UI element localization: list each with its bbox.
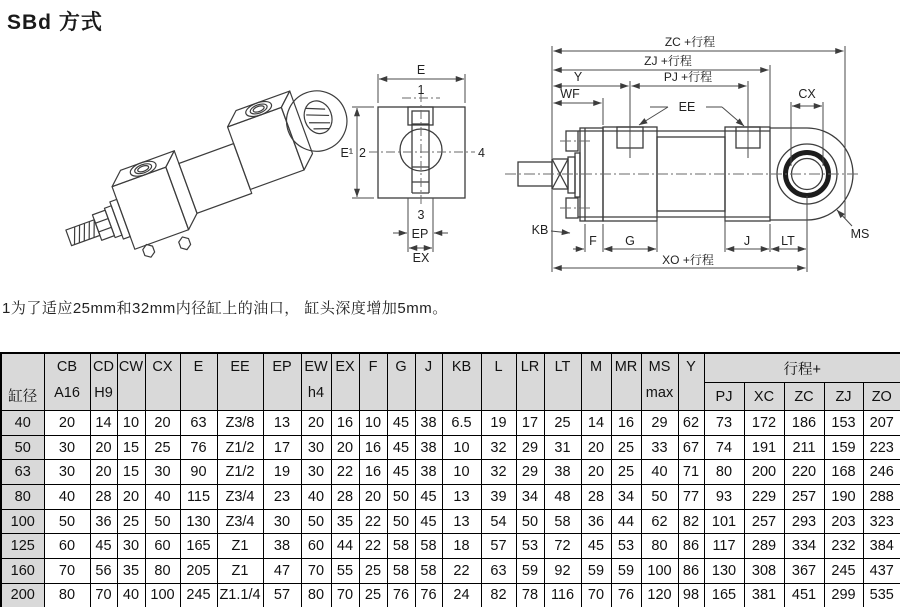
table-cell: 16: [331, 411, 359, 436]
centerline-label-2: 2: [359, 146, 366, 160]
table-cell: 40: [145, 485, 180, 510]
table-cell: 57: [481, 534, 516, 559]
table-cell: 14: [90, 411, 117, 436]
table-cell: 30: [301, 435, 331, 460]
table-cell: 29: [641, 411, 678, 436]
table-cell: 80: [44, 583, 90, 607]
table-cell: 22: [442, 559, 481, 584]
col-header-pj: PJ: [704, 383, 744, 411]
row-bore-label: 160: [1, 559, 44, 584]
table-cell: 25: [359, 583, 387, 607]
table-cell: 63: [180, 411, 217, 436]
table-row: [1, 460, 900, 485]
row-bore-label: 200: [1, 583, 44, 607]
table-cell: Z1: [217, 534, 263, 559]
table-cell: 17: [263, 435, 301, 460]
table-cell: 246: [863, 460, 900, 485]
table-cell: 90: [180, 460, 217, 485]
table-cell: 23: [263, 485, 301, 510]
table-cell: 220: [784, 460, 824, 485]
table-cell: 22: [331, 460, 359, 485]
dim-label-wf: WF: [560, 87, 580, 101]
table-cell: 100: [145, 583, 180, 607]
table-cell: 76: [387, 583, 415, 607]
table-cell: 6.5: [442, 411, 481, 436]
table-row: [1, 583, 900, 607]
row-bore-label: 40: [1, 411, 44, 436]
table-cell: 45: [581, 534, 611, 559]
table-row: [1, 509, 900, 534]
table-cell: 100: [641, 559, 678, 584]
table-cell: 38: [415, 411, 442, 436]
table-cell: 17: [516, 411, 544, 436]
table-cell: 20: [581, 435, 611, 460]
table-cell: Z3/8: [217, 411, 263, 436]
table-cell: 70: [44, 559, 90, 584]
dim-label-e-prime: E¹: [340, 146, 353, 160]
table-cell: 29: [516, 435, 544, 460]
table-cell: 19: [263, 460, 301, 485]
table-cell: 70: [90, 583, 117, 607]
table-cell: 58: [387, 534, 415, 559]
table-cell: 10: [442, 460, 481, 485]
dimension-table: [0, 352, 900, 607]
table-cell: 191: [744, 435, 784, 460]
table-cell: 186: [784, 411, 824, 436]
table-cell: 15: [117, 460, 145, 485]
table-cell: 76: [180, 435, 217, 460]
table-cell: 35: [331, 509, 359, 534]
table-body: [1, 411, 900, 607]
table-cell: 33: [641, 435, 678, 460]
table-cell: 98: [678, 583, 704, 607]
col-header-cx: CX: [145, 353, 180, 411]
table-cell: 25: [611, 460, 641, 485]
dim-label-lt: LT: [781, 234, 795, 248]
table-cell: 76: [611, 583, 641, 607]
table-cell: 25: [544, 411, 581, 436]
dim-label-zj: ZJ +行程: [644, 54, 692, 68]
table-cell: 53: [516, 534, 544, 559]
table-cell: 71: [678, 460, 704, 485]
rod-and-nut: [518, 153, 580, 197]
table-cell: 72: [544, 534, 581, 559]
table-cell: 19: [481, 411, 516, 436]
dim-label-pj: PJ +行程: [663, 70, 713, 84]
table-row: [1, 559, 900, 584]
end-view: [341, 63, 486, 265]
col-header-j: J: [415, 353, 442, 411]
table-cell: 62: [678, 411, 704, 436]
table-cell: 22: [359, 534, 387, 559]
dim-label-zc: ZC +行程: [664, 35, 716, 49]
table-cell: 76: [415, 583, 442, 607]
table-cell: 159: [824, 435, 863, 460]
cylinder-tube: [179, 144, 252, 214]
isometric-cylinder-view: [47, 76, 371, 287]
table-cell: 50: [301, 509, 331, 534]
tie-rod-nut-icon: [141, 243, 155, 259]
table-cell: 34: [516, 485, 544, 510]
table-row: [1, 534, 900, 559]
col-header-cw: CW: [117, 353, 145, 411]
table-cell: 20: [117, 485, 145, 510]
table-cell: 25: [611, 435, 641, 460]
table-cell: 168: [824, 460, 863, 485]
footnote: 1为了适应25mm和32mm内径缸上的油口， 缸头深度增加5mm。: [2, 300, 448, 317]
table-cell: 30: [145, 460, 180, 485]
table-cell: 60: [301, 534, 331, 559]
table-cell: 30: [263, 509, 301, 534]
table-cell: 45: [387, 411, 415, 436]
dim-label-xo: XO +行程: [662, 253, 714, 267]
col-header-mr: MR: [611, 353, 641, 411]
table-cell: 30: [44, 460, 90, 485]
table-cell: 20: [581, 460, 611, 485]
table-cell: 58: [415, 559, 442, 584]
table-cell: 38: [544, 460, 581, 485]
end-view-dimensions: [352, 74, 465, 252]
col-header-zj: ZJ: [824, 383, 863, 411]
table-cell: 60: [145, 534, 180, 559]
table-cell: Z1: [217, 559, 263, 584]
table-cell: 31: [544, 435, 581, 460]
table-cell: Z3/4: [217, 509, 263, 534]
table-cell: 20: [331, 435, 359, 460]
col-header-ee: EE: [217, 353, 263, 411]
dim-label-ex: EX: [412, 251, 430, 265]
table-cell: 535: [863, 583, 900, 607]
table-cell: 205: [180, 559, 217, 584]
col-header-zo: ZO: [863, 383, 900, 411]
col-header-xc: XC: [744, 383, 784, 411]
table-cell: 80: [704, 460, 744, 485]
table-cell: Z1.1/4: [217, 583, 263, 607]
table-cell: 82: [678, 509, 704, 534]
table-cell: 20: [44, 411, 90, 436]
rear-head-block: [223, 91, 316, 189]
table-cell: 80: [145, 559, 180, 584]
table-cell: 59: [611, 559, 641, 584]
table-cell: 47: [263, 559, 301, 584]
centerline-label-1: 1: [417, 83, 425, 97]
table-cell: 211: [784, 435, 824, 460]
table-cell: 25: [117, 509, 145, 534]
table-cell: 77: [678, 485, 704, 510]
table-cell: Z1/2: [217, 460, 263, 485]
col-header-kb: KB: [442, 353, 481, 411]
table-cell: 62: [641, 509, 678, 534]
table-cell: 48: [544, 485, 581, 510]
table-cell: 38: [415, 435, 442, 460]
dim-label-f: F: [589, 234, 597, 248]
table-cell: 13: [263, 411, 301, 436]
table-row: [1, 411, 900, 436]
table-cell: 293: [784, 509, 824, 534]
table-cell: 58: [544, 509, 581, 534]
table-cell: 308: [744, 559, 784, 584]
table-cell: 86: [678, 559, 704, 584]
table-cell: 10: [117, 411, 145, 436]
side-view: [505, 35, 869, 272]
col-header-cd: CD H9: [90, 353, 117, 411]
table-cell: 16: [359, 460, 387, 485]
table-cell: 30: [117, 534, 145, 559]
table-cell: Z3/4: [217, 485, 263, 510]
table-cell: 35: [117, 559, 145, 584]
table-cell: 116: [544, 583, 581, 607]
table-cell: 29: [516, 460, 544, 485]
col-header-ep: EP: [263, 353, 301, 411]
table-cell: 28: [581, 485, 611, 510]
table-cell: 172: [744, 411, 784, 436]
col-header-g: G: [387, 353, 415, 411]
table-cell: 30: [301, 460, 331, 485]
table-cell: 115: [180, 485, 217, 510]
table-cell: 93: [704, 485, 744, 510]
table-cell: 200: [744, 460, 784, 485]
table-cell: 120: [641, 583, 678, 607]
table-cell: 101: [704, 509, 744, 534]
table-cell: 74: [704, 435, 744, 460]
table-cell: 70: [331, 583, 359, 607]
table-cell: 82: [481, 583, 516, 607]
col-header-ew: EW h4: [301, 353, 331, 411]
col-header-zc: ZC: [784, 383, 824, 411]
dim-label-ms: MS: [850, 227, 870, 241]
centerline-label-4: 4: [478, 146, 485, 160]
table-cell: 153: [824, 411, 863, 436]
table-cell: 20: [90, 435, 117, 460]
table-row: [1, 435, 900, 460]
row-bore-label: 100: [1, 509, 44, 534]
table-cell: 80: [301, 583, 331, 607]
table-cell: 78: [516, 583, 544, 607]
table-cell: 55: [331, 559, 359, 584]
row-bore-label: 50: [1, 435, 44, 460]
table-cell: 207: [863, 411, 900, 436]
table-cell: 289: [744, 534, 784, 559]
table-cell: 60: [44, 534, 90, 559]
table-cell: 50: [516, 509, 544, 534]
table-cell: 20: [145, 411, 180, 436]
front-head-block: [108, 151, 208, 267]
table-cell: 451: [784, 583, 824, 607]
table-cell: 165: [704, 583, 744, 607]
table-cell: 30: [44, 435, 90, 460]
table-cell: 18: [442, 534, 481, 559]
dim-label-g: G: [625, 234, 635, 248]
dim-label-e: E: [416, 63, 426, 77]
table-cell: 288: [863, 485, 900, 510]
row-bore-label: 63: [1, 460, 44, 485]
dim-label-kb: KB: [531, 223, 549, 237]
table-cell: 70: [301, 559, 331, 584]
table-cell: 40: [44, 485, 90, 510]
table-cell: 299: [824, 583, 863, 607]
table-cell: 92: [544, 559, 581, 584]
table-cell: 44: [611, 509, 641, 534]
table-cell: 20: [359, 485, 387, 510]
table-cell: 257: [784, 485, 824, 510]
col-header-lr: LR: [516, 353, 544, 411]
table-cell: 45: [90, 534, 117, 559]
table-cell: 40: [301, 485, 331, 510]
table-cell: 38: [415, 460, 442, 485]
table-cell: 38: [263, 534, 301, 559]
table-cell: 50: [641, 485, 678, 510]
table-cell: 44: [331, 534, 359, 559]
table-cell: 28: [90, 485, 117, 510]
centerline-label-3: 3: [417, 208, 425, 222]
col-header-bore: 缸径: [1, 353, 44, 411]
table-cell: 59: [581, 559, 611, 584]
table-cell: 58: [387, 559, 415, 584]
table-cell: 34: [611, 485, 641, 510]
table-cell: 257: [744, 509, 784, 534]
table-cell: 381: [744, 583, 784, 607]
table-cell: 50: [387, 485, 415, 510]
dim-label-ee: EE: [678, 100, 696, 114]
col-header-ms: MS max: [641, 353, 678, 411]
table-cell: 245: [180, 583, 217, 607]
col-header-lt: LT: [544, 353, 581, 411]
table-cell: 323: [863, 509, 900, 534]
table-cell: 437: [863, 559, 900, 584]
table-cell: 36: [581, 509, 611, 534]
row-bore-label: 80: [1, 485, 44, 510]
table-cell: 130: [704, 559, 744, 584]
table-cell: 117: [704, 534, 744, 559]
table-cell: 40: [641, 460, 678, 485]
table-cell: 54: [481, 509, 516, 534]
table-cell: 130: [180, 509, 217, 534]
table-cell: 36: [90, 509, 117, 534]
table-cell: 203: [824, 509, 863, 534]
table-cell: 334: [784, 534, 824, 559]
page-title: SBd 方式: [7, 11, 103, 34]
table-cell: 20: [301, 411, 331, 436]
col-header-e: E: [180, 353, 217, 411]
table-cell: 232: [824, 534, 863, 559]
table-cell: 16: [359, 435, 387, 460]
table-cell: 59: [516, 559, 544, 584]
table-row: [1, 485, 900, 510]
table-cell: 45: [387, 460, 415, 485]
table-cell: 10: [442, 435, 481, 460]
table-cell: 13: [442, 485, 481, 510]
row-bore-label: 125: [1, 534, 44, 559]
col-header-f: F: [359, 353, 387, 411]
table-cell: 63: [481, 559, 516, 584]
table-cell: 229: [744, 485, 784, 510]
col-header-m: M: [581, 353, 611, 411]
table-cell: 39: [481, 485, 516, 510]
table-cell: 80: [641, 534, 678, 559]
table-cell: 15: [117, 435, 145, 460]
col-group-stroke: 行程+: [704, 353, 900, 383]
table-header: [1, 353, 900, 411]
table-cell: 45: [387, 435, 415, 460]
table-cell: 45: [415, 485, 442, 510]
table-cell: Z1/2: [217, 435, 263, 460]
table-cell: 384: [863, 534, 900, 559]
table-cell: 10: [359, 411, 387, 436]
table-cell: 67: [678, 435, 704, 460]
col-header-l: L: [481, 353, 516, 411]
table-cell: 45: [415, 509, 442, 534]
table-cell: 22: [359, 509, 387, 534]
table-cell: 24: [442, 583, 481, 607]
dim-label-ep: EP: [411, 227, 429, 241]
table-cell: 16: [611, 411, 641, 436]
table-cell: 25: [359, 559, 387, 584]
col-header-y: Y: [678, 353, 704, 411]
table-cell: 53: [611, 534, 641, 559]
table-cell: 25: [145, 435, 180, 460]
table-cell: 165: [180, 534, 217, 559]
table-cell: 86: [678, 534, 704, 559]
table-cell: 223: [863, 435, 900, 460]
table-cell: 28: [331, 485, 359, 510]
table-cell: 14: [581, 411, 611, 436]
table-cell: 32: [481, 435, 516, 460]
table-cell: 70: [581, 583, 611, 607]
table-cell: 50: [387, 509, 415, 534]
table-cell: 73: [704, 411, 744, 436]
table-cell: 190: [824, 485, 863, 510]
table-cell: 58: [415, 534, 442, 559]
table-cell: 50: [145, 509, 180, 534]
col-header-cb: CB A16: [44, 353, 90, 411]
table-cell: 245: [824, 559, 863, 584]
table-cell: 20: [90, 460, 117, 485]
center-lines: [369, 93, 475, 207]
table-cell: 32: [481, 460, 516, 485]
table-cell: 367: [784, 559, 824, 584]
col-header-ex: EX: [331, 353, 359, 411]
table-cell: 56: [90, 559, 117, 584]
dim-label-cx: CX: [798, 87, 816, 101]
table-cell: 50: [44, 509, 90, 534]
table-cell: 40: [117, 583, 145, 607]
dim-label-y: Y: [573, 70, 583, 84]
table-cell: 57: [263, 583, 301, 607]
dim-label-j: J: [743, 234, 751, 248]
tie-rod-nut-icon: [177, 235, 191, 251]
table-cell: 13: [442, 509, 481, 534]
